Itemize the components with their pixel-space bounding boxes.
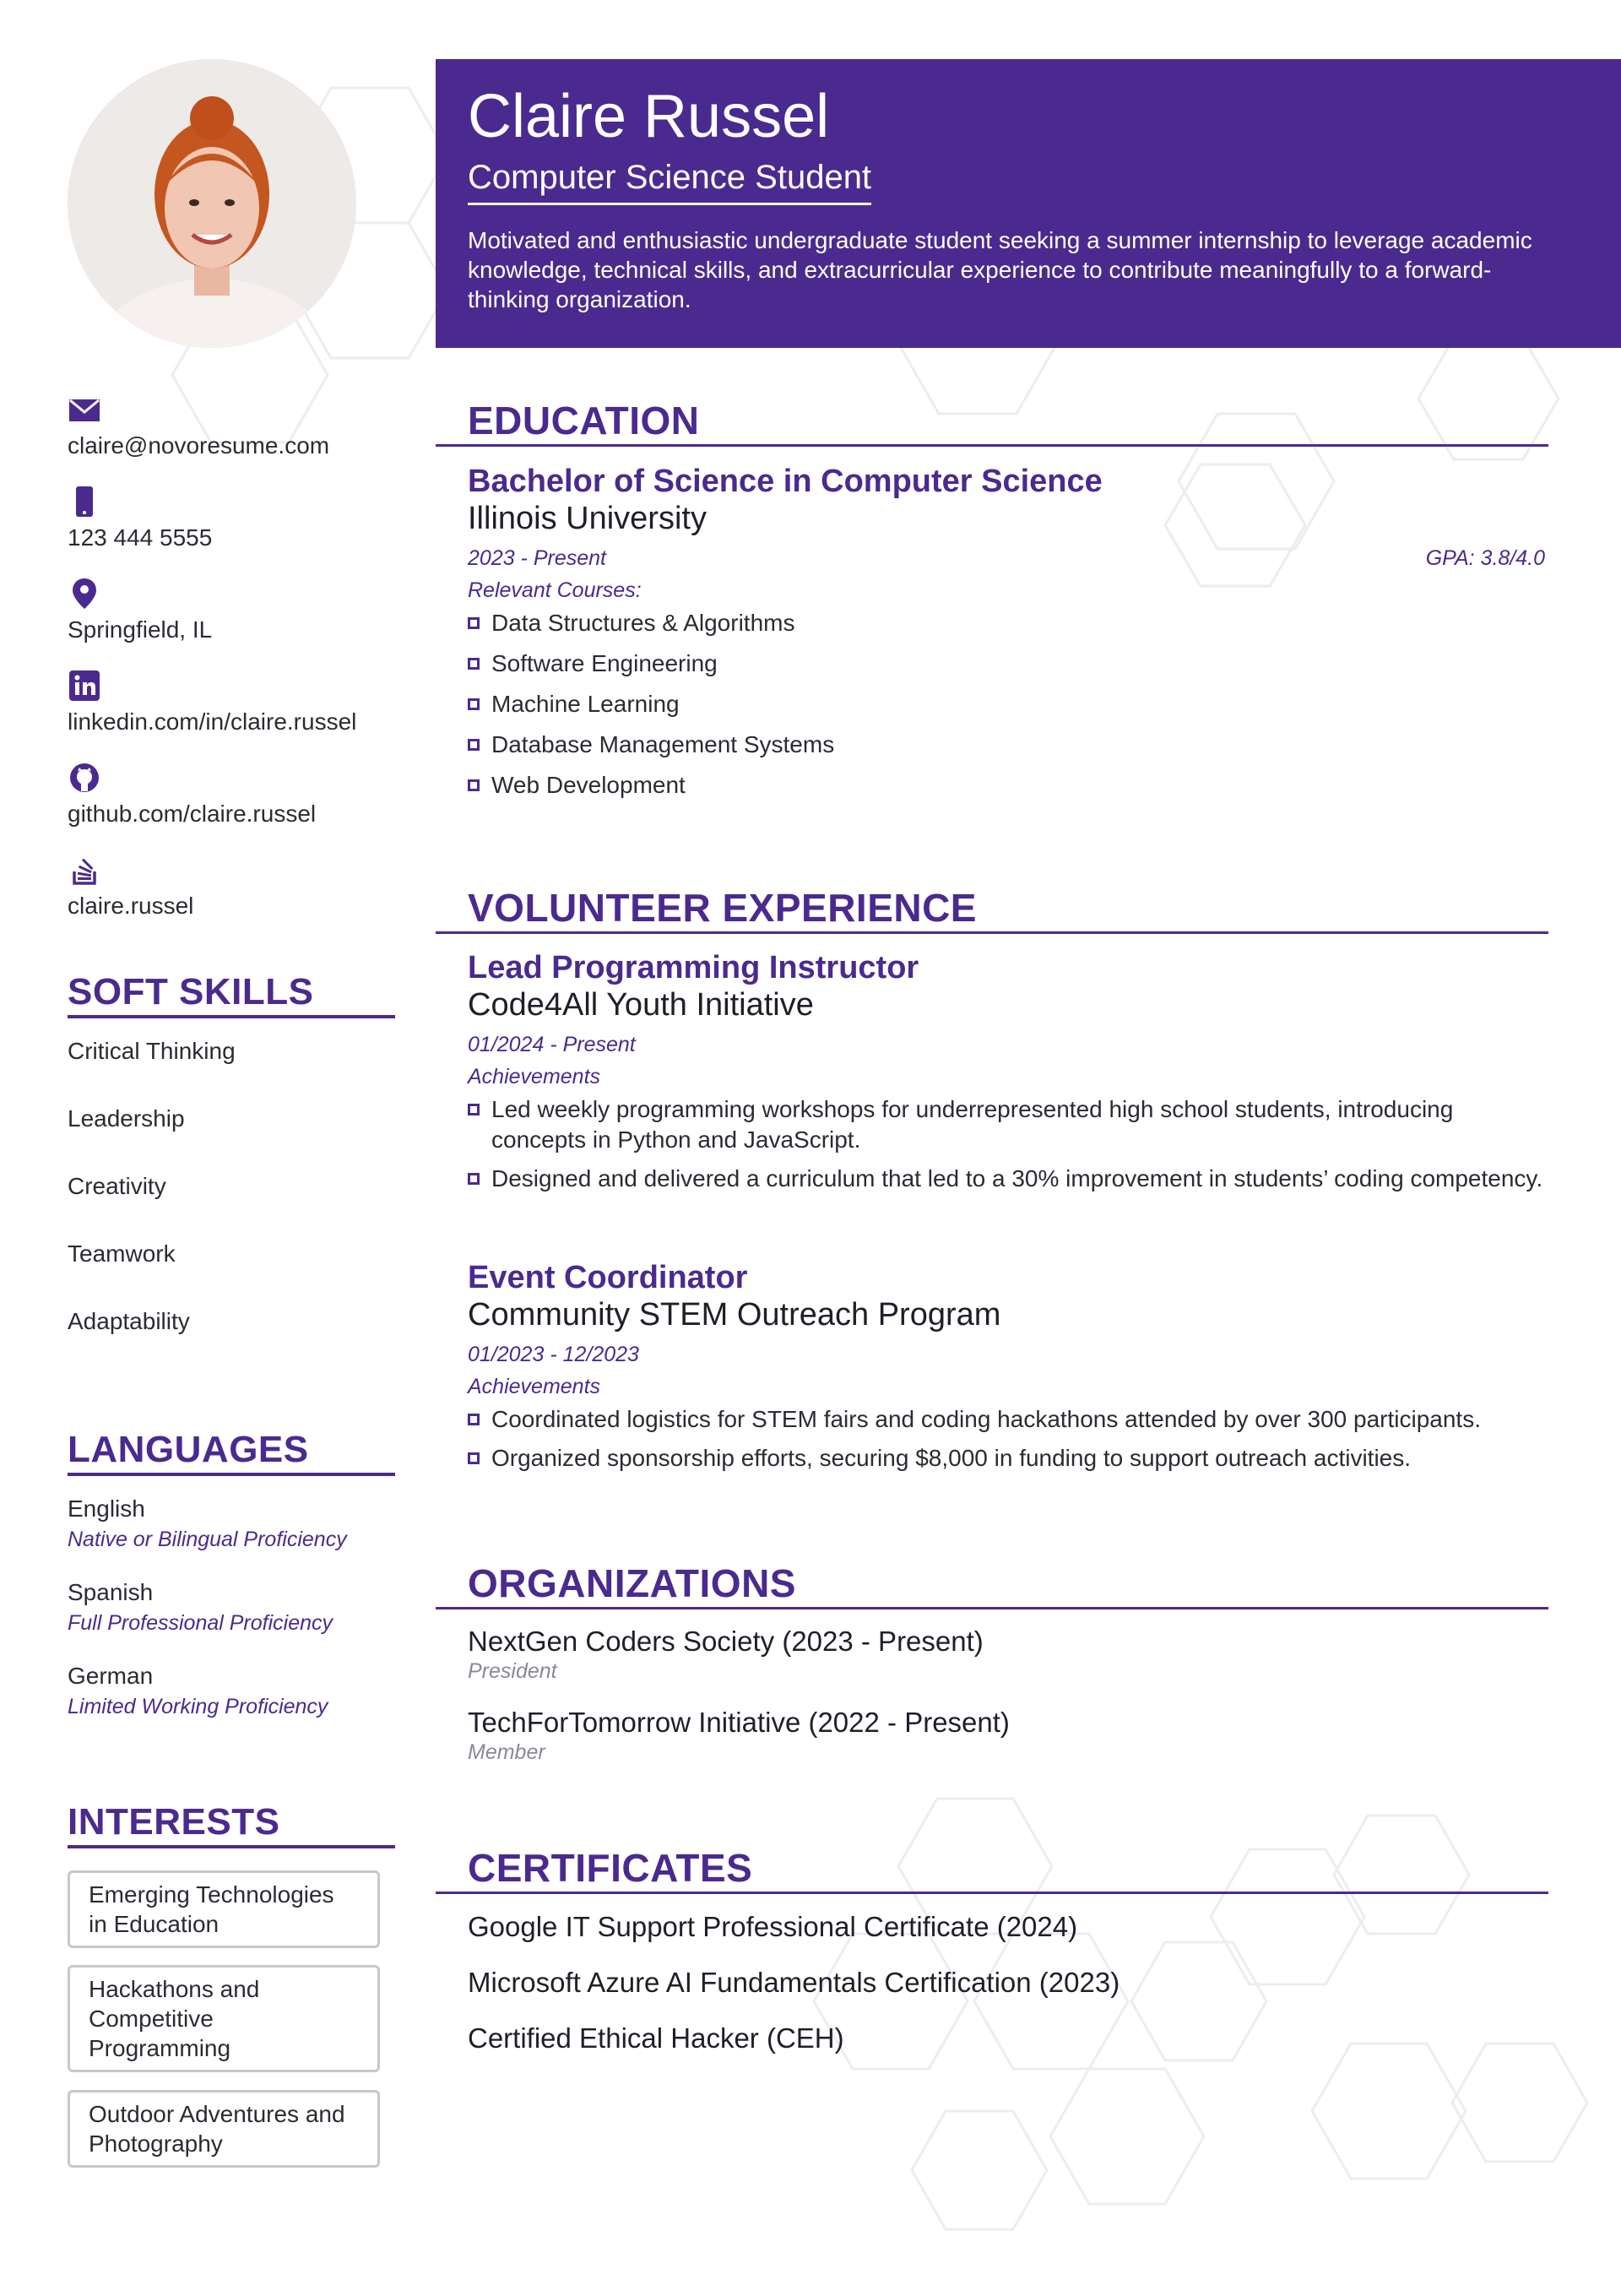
contact-github[interactable] [68,761,422,828]
list-item: Data Structures & Algorithms [468,608,1548,638]
skill-item: Adaptability [68,1308,190,1334]
language-level: Full Professional Proficiency [68,1611,333,1635]
certificate-item: Certified Ethical Hacker (CEH) [468,2022,844,2054]
linkedin-icon [68,669,101,703]
contact-linkedin[interactable] [68,669,422,736]
organization-role: Member [468,1740,545,1764]
organization-name: TechForTomorrow Initiative (2022 - Present) [468,1707,1010,1738]
courses-label: Relevant Courses: [468,578,642,602]
contact-stackoverflow-text: claire.russel [68,893,194,919]
achievements-label: Achievements [468,1375,601,1398]
job-organization: Community STEM Outreach Program [468,1297,1001,1333]
degree-title: Bachelor of Science in Computer Science [468,464,1103,499]
phone-icon [68,485,101,518]
education-heading: EDUCATION [436,399,1548,447]
language-name: German [68,1663,154,1689]
contact-location-text: Springfield, IL [68,616,213,643]
achievements-label: Achievements [468,1065,601,1088]
interest-tag: Hackathons and Competitive Programming [68,1965,380,2072]
list-item: Led weekly programming workshops for underrepresented high school students, introducing concepts in Python and JavaScript. [468,1094,1548,1155]
languages-heading: LANGUAGES [68,1429,395,1476]
contact-linkedin-text: linkedin.com/in/claire.russel [68,708,357,735]
volunteer-heading: VOLUNTEER EXPERIENCE [436,886,1548,934]
job-entry [468,949,1548,1202]
education-dates: 2023 - Present [468,546,606,570]
list-item: Organized sponsorship efforts, securing $8,000 in funding to support outreach activities. [468,1443,1548,1474]
certificates-list [468,1910,1548,2077]
candidate-title: Computer Science Student [468,157,871,205]
skill-item: Leadership [68,1105,185,1132]
organizations-heading: ORGANIZATIONS [436,1561,1548,1609]
certificates-heading: CERTIFICATES [436,1846,1548,1894]
interest-tag: Emerging Technologies in Education [68,1870,380,1948]
job-role: Event Coordinator [468,1260,748,1295]
language-level: Limited Working Proficiency [68,1695,328,1718]
gpa-value: GPA: 3.8/4.0 [1425,546,1545,570]
portrait-illustration [68,59,356,348]
contact-email-text: claire@novoresume.com [68,432,330,459]
candidate-name: Claire Russel [468,83,830,150]
job-dates: 01/2024 - Present [468,1033,636,1056]
organizations-list [468,1625,1548,1765]
job-organization: Code4All Youth Initiative [468,987,814,1023]
list-item: Database Management Systems [468,730,1548,760]
language-level: Native or Bilingual Proficiency [68,1528,347,1551]
stackoverflow-icon [68,853,101,887]
job-role: Lead Programming Instructor [468,950,919,985]
job-entry [468,1259,1548,1482]
education-entry [468,463,1548,811]
courses-list [468,608,1548,801]
contact-email[interactable] [68,393,422,460]
certificate-item: Microsoft Azure AI Fundamentals Certification (2023) [468,1967,1120,1998]
github-icon [68,761,101,795]
certificate-item: Google IT Support Professional Certificate (2024) [468,1911,1078,1942]
contact-stackoverflow[interactable] [68,853,422,920]
list-item: Software Engineering [468,649,1548,679]
contact-phone[interactable] [68,485,422,552]
list-item: Coordinated logistics for STEM fairs and coding hackathons attended by over 300 participants. [468,1404,1548,1435]
education-meta [468,546,1548,571]
job-dates: 01/2023 - 12/2023 [468,1343,639,1366]
soft-skills-heading: SOFT SKILLS [68,971,395,1018]
list-item: Web Development [468,770,1548,801]
list-item: Machine Learning [468,689,1548,719]
language-name: Spanish [68,1579,154,1605]
achievements-list [468,1404,1548,1474]
list-item: Designed and delivered a curriculum that led to a 30% improvement in students’ coding competency. [468,1164,1548,1194]
contact-github-text: github.com/claire.russel [68,801,317,827]
envelope-icon [68,393,101,426]
contact-location [68,577,422,644]
skill-item: Creativity [68,1173,166,1199]
skill-item: Critical Thinking [68,1038,236,1064]
organization-name: NextGen Coders Society (2023 - Present) [468,1626,984,1657]
organization-role: President [468,1659,557,1683]
map-pin-icon [68,577,101,611]
header-banner [436,59,1621,348]
interest-tag: Outdoor Adventures and Photography [68,2090,380,2168]
contact-phone-text: 123 444 5555 [68,524,213,551]
achievements-list [468,1094,1548,1194]
language-name: English [68,1495,145,1522]
profile-photo [68,59,356,348]
interests-heading: INTERESTS [68,1801,395,1848]
school-name: Illinois University [468,501,707,536]
skill-item: Teamwork [68,1240,176,1267]
summary-text: Motivated and enthusiastic undergraduate student seeking a summer internship to leverage academic knowledge, technical skills, and extracurricular experience to contribute meaningfully to a forward-thinking organization. [468,227,1532,312]
